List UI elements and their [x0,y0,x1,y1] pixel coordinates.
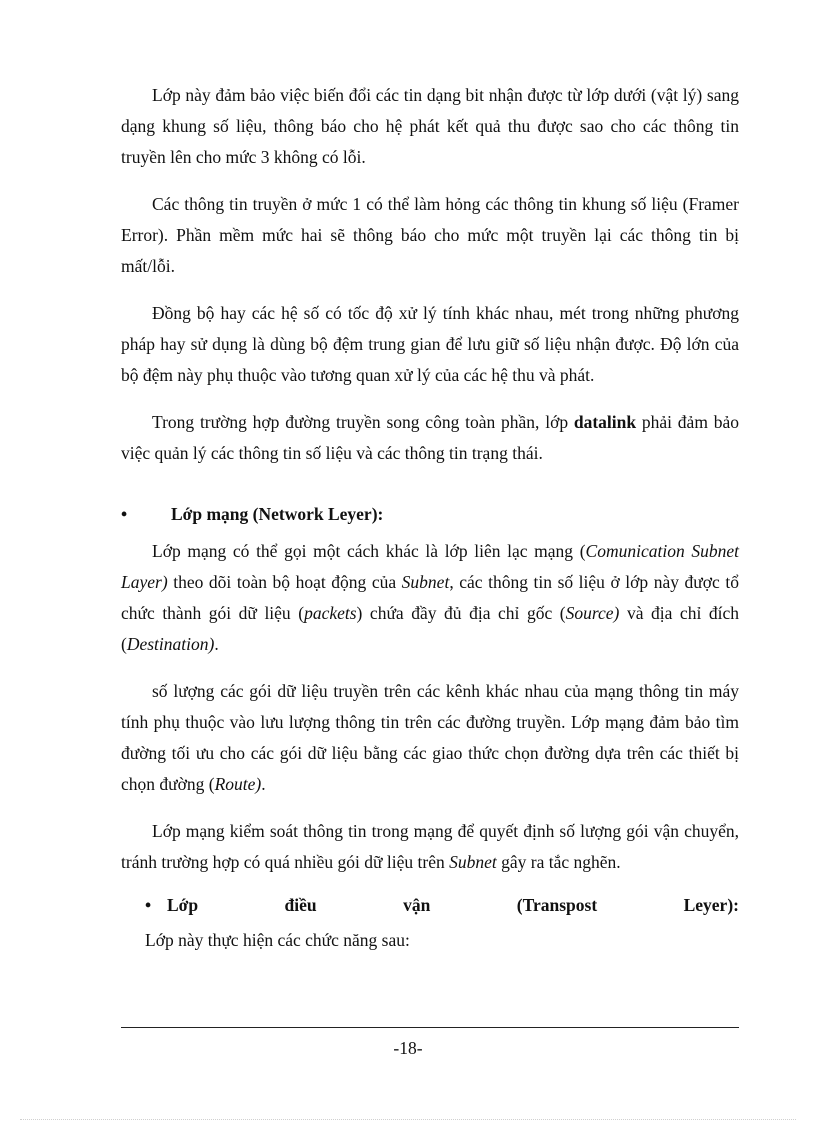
paragraph-full-duplex [121,407,739,469]
italic-term: packets [304,603,357,623]
paragraph-routing [121,676,739,800]
heading-transport-layer [121,890,739,921]
heading-word: (Transpost [516,895,598,915]
bold-term-datalink: datalink [573,412,637,432]
italic-term: Comunication Subnet Layer) [121,541,739,592]
footer-divider [121,1027,739,1028]
bullet-icon: • [145,895,152,915]
heading-network-layer [121,499,739,530]
italic-term: Route) [214,774,262,794]
text-run: . [261,774,266,794]
heading-word: Leyer): [683,895,739,915]
text-run: theo dõi toàn bộ hoạt động của [167,572,402,592]
text-run: và địa chỉ đích ( [121,603,739,654]
paragraph-datalink-intro: Lớp này đảm bảo việc biến đổi các tin dạng bit nhận được từ lớp dưới (vật lý) sang dạng khung số liệu, thông báo cho hệ phát kết quả thu được sao cho các thông tin truyền lên cho mức 3 không có lỗi. [121,85,739,167]
text-run: Lớp mạng kiểm soát thông tin trong mạng để quyết định số lượng gói vận chuyển, tránh trường hợp có quá nhiều gói dữ liệu trên [121,821,739,872]
page-number: -18- [393,1038,423,1058]
paragraph-framer-error: Các thông tin truyền ở mức 1 có thể làm hỏng các thông tin khung số liệu (Framer Error). Phần mềm mức hai sẽ thông báo cho mức một truyền lại các thông tin bị mất/lỗi. [121,194,739,276]
text-run: , các thông tin số liệu ở lớp này được tổ chức thành gói dữ liệu ( [121,572,739,623]
heading-transport-layer-title [167,890,739,921]
text-run: gây ra tắc nghẽn. [496,852,621,872]
italic-term: Destination) [126,634,215,654]
bullet-icon: • [121,504,128,524]
text-run: Lớp mạng có thể gọi một cách khác là lớp liên lạc mạng ( [152,541,586,561]
text-run: số lượng các gói dữ liệu truyền trên các kênh khác nhau của mạng thông tin máy tính phụ thuộc vào lưu lượng thông tin trên các đường truyền. Lớp mạng đảm bảo tìm đường tối ưu cho các gói dữ liệu bằng các giao thức chọn đường dựa trên các thiết bị chọn đường ( [121,681,739,794]
text-run: Trong trường hợp đường truyền song công toàn phần, lớp [152,412,574,432]
heading-network-layer-title: Lớp mạng (Network Leyer): [171,504,384,524]
italic-term: Subnet [449,852,497,872]
heading-word: điều [284,895,317,915]
italic-term: Subnet [401,572,450,592]
paragraph-transport-functions: Lớp này thực hiện các chức năng sau: [145,930,410,950]
document-page [121,80,739,956]
paragraph-network-layer-description [121,536,739,660]
heading-word: Lớp [167,895,199,915]
heading-word: vận [403,895,431,915]
paragraph-sync-buffer: Đồng bộ hay các hệ số có tốc độ xử lý tính khác nhau, mét trong những phương pháp hay sử dụng là dùng bộ đệm trung gian để lưu giữ số liệu nhận được. Độ lớn của bộ đệm này phụ thuộc vào tương quan xử lý của các hệ thu và phát. [121,303,739,385]
text-run: . [214,634,219,654]
text-run: ) chứa đầy đủ địa chỉ gốc ( [356,603,566,623]
page-edge-divider [20,1119,796,1120]
italic-term: Source) [565,603,620,623]
text-run: phải đảm bảo việc quản lý các thông tin số liệu và các thông tin trạng thái. [121,412,739,463]
paragraph-congestion [121,816,739,878]
